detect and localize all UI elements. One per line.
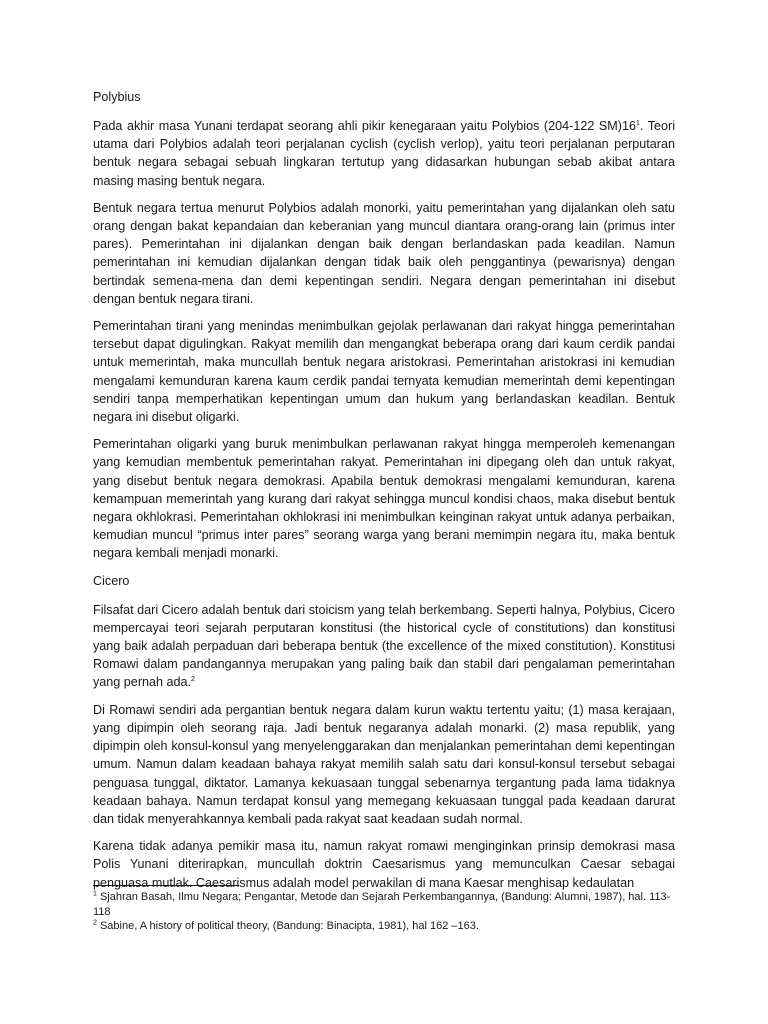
paragraph-romawi: Di Romawi sendiri ada pergantian bentuk negara dalam kurun waktu tertentu yaitu; (1) masa kerajaan, yang dipimpin oleh seorang raja. Jadi bentuk negaranya adalah monarki. (2) masa republik, yang dipimpin oleh konsul-konsul yang menyelenggarakan dan menjalankan pemerintahan demi kepentingan umum. Namun dalam keadaan bahaya rakyat memilih salah satu dari konsul-konsul tersebut sebagai penguasa tunggal, diktator. Lamanya kekuasaan tunggal sebenarnya tergantung pada lama tidaknya keadaan bahaya. Namun terdapat konsul yang memegang kekuasaan tunggal pada keadaan darurat dan tidak menyerahkannya kembali pada rakyat saat keadaan sudah normal.: [93, 702, 675, 826]
footnote-number: 1: [93, 890, 97, 898]
paragraph-monarki: Bentuk negara tertua menurut Polybios adalah monorki, yaitu pemerintahan yang dijalankan oleh satu orang dengan bakat kepandaian dan keberanian yang muncul diantara orang-orang lain (primus inter pares). Pemerintahan ini dijalankan dengan baik dengan berlandaskan pada keadilan. Namun pemerintahan ini kemudian dijalankan dengan tidak baik oleh penggantinya (pewarisnya) dengan bertindak semena-mena dan demi kepentingan sendiri. Negara dengan pemerintahan ini disebut dengan bentuk negara tirani.: [93, 200, 675, 306]
footnote-1: [93, 890, 675, 919]
paragraph-oligarki: Pemerintahan oligarki yang buruk menimbulkan perlawanan rakyat hingga memperoleh kemenangan yang kemudian membentuk pemerintahan rakyat. Pemerintahan ini dipegang oleh dan untuk rakyat, yang disebut bentuk negara demokrasi. Apabila bentuk demokrasi mengalami kemunduran, karena kemampuan memerintah yang kurang dari rakyat sehingga muncul kondisi chaos, maka disebut bentuk negara okhlokrasi. Pemerintahan okhlokrasi ini menimbulkan keinginan rakyat untuk adanya perbaikan, kemudian muncul “primus inter pares” seorang warga yang berani memimpin negara itu, maka bentuk negara kembali menjadi monarki.: [93, 437, 675, 561]
paragraph-polybius-intro: [93, 117, 675, 190]
paragraph-text-continued: . Teori utama dari Polybios adalah teori perjalanan cyclish (cyclish verlop), yaitu teori perjalanan perputaran bentuk negara sebagai sebuah lingkaran tertutup yang didasarkan hubungan sebab akibat antara masing masing bentuk negara.: [93, 119, 675, 188]
paragraph-text: Filsafat dari Cicero adalah bentuk dari stoicism yang telah berkembang. Seperti halnya, Polybius, Cicero mempercayai teori sejarah perputaran konstitusi (the historical cycle of constitutions) dan konstitusi yang baik adalah perpaduan dari beberapa bentuk (the excellence of the mixed constitution). Konstitusi Romawi dalam pandangannya merupakan yang paling baik dan stabil dari pengalaman pemerintahan yang pernah ada.: [93, 602, 675, 690]
paragraph-cicero-intro: [93, 601, 675, 692]
footnotes: [93, 890, 675, 934]
paragraph-tirani: Pemerintahan tirani yang menindas menimbulkan gejolak perlawanan dari rakyat hingga pemerintahan tersebut dapat digulingkan. Rakyat memilih dan mengangkat beberapa orang dari kaum cerdik pandai untuk memerintah, maka muncullah bentuk negara aristokrasi. Pemerintahan aristokrasi ini kemudian mengalami kemunduran karena kaum cerdik pandai ternyata kemudian memerintah demi kepentingan sendiri tanpa memperhatikan kepentingan umum dan hukum yang berlandaskan keadilan. Bentuk negara ini disebut oligarki.: [93, 319, 675, 425]
footnote-ref-1[interactable]: 1: [635, 119, 640, 127]
footnote-divider: [93, 885, 239, 886]
footnote-text: Sabine, A history of political theory, (Bandung: Binacipta, 1981), hal 162 –163.: [96, 920, 479, 933]
footnote-ref-2[interactable]: 2: [191, 676, 195, 684]
section-heading-polybius: Polybius: [93, 90, 141, 104]
paragraph-text: Pada akhir masa Yunani terdapat seorang ahli pikir kenegaraan yaitu Polybios (204-122 SM)16: [93, 119, 636, 133]
paragraph-caesarismus: Karena tidak adanya pemikir masa itu, namun rakyat romawi menginginkan prinsip demokrasi masa Polis Yunani diterirapkan, muncullah doktrin Caesarismus yang memunculkan Caesar sebagai penguasa mutlak. Caesarismus adalah model perwakilan di mana Kaesar menghisap kedaulatan: [93, 839, 675, 890]
footnote-2: [93, 919, 675, 934]
section-heading-cicero: Cicero: [93, 573, 130, 588]
footnote-text: Sjahran Basah, Ilmu Negara; Pengantar, Metode dan Sejarah Perkembangannya, (Bandung: Alumni, 1987), hal. 113-118: [93, 891, 671, 918]
footnote-number: 2: [93, 919, 97, 927]
